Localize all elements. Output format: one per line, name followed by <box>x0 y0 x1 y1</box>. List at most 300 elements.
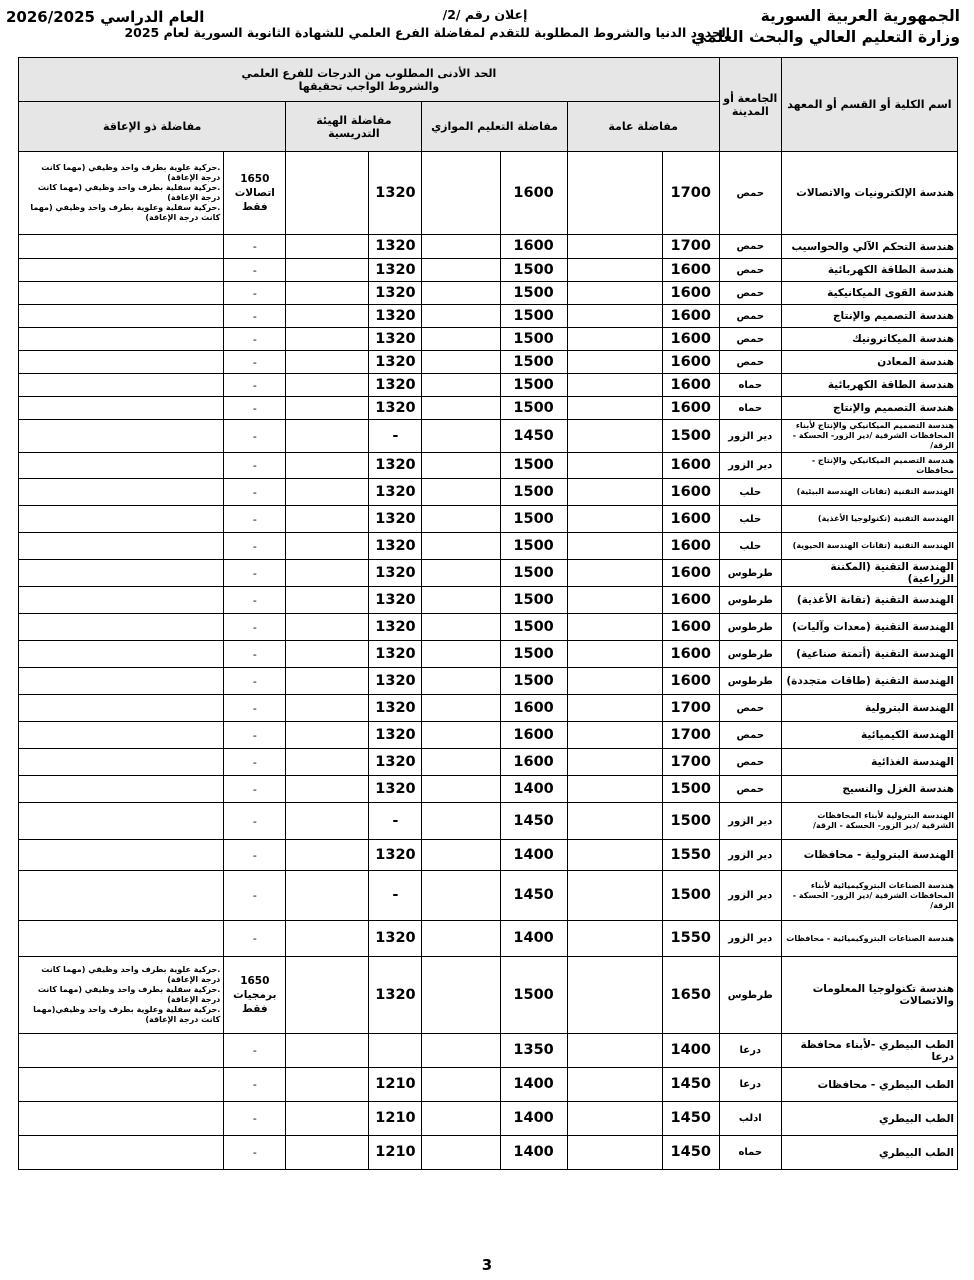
university-city: دير الزور <box>719 420 781 453</box>
general-score: 1550 <box>662 840 719 871</box>
disability-conditions <box>19 803 224 840</box>
table-row <box>19 282 958 305</box>
general-score: 1600 <box>662 668 719 695</box>
disability-condition: .حركية علوية بطرف واحد وظيفي (مهما كانت درجة الإعاقة) <box>41 965 221 984</box>
staff-score: 1320 <box>369 351 422 374</box>
disability-conditions <box>19 1136 224 1170</box>
general-extra <box>567 1102 662 1136</box>
staff-extra <box>286 328 369 351</box>
parallel-extra <box>422 957 500 1034</box>
staff-score: 1320 <box>369 282 422 305</box>
general-extra <box>567 560 662 587</box>
parallel-score: 1500 <box>500 668 567 695</box>
table-row <box>19 803 958 840</box>
disability-score: - <box>224 641 286 668</box>
university-city: طرطوس <box>719 957 781 1034</box>
disability-conditions <box>19 152 224 235</box>
general-score: 1700 <box>662 235 719 259</box>
general-score: 1500 <box>662 420 719 453</box>
university-city: حماه <box>719 374 781 397</box>
disability-score: - <box>224 776 286 803</box>
program-name: الطب البيطري - محافظات <box>781 1068 957 1102</box>
general-extra <box>567 1136 662 1170</box>
general-extra <box>567 351 662 374</box>
general-score: 1600 <box>662 533 719 560</box>
table-row <box>19 506 958 533</box>
staff-extra <box>286 305 369 328</box>
parallel-score: 1500 <box>500 560 567 587</box>
staff-score <box>369 1034 422 1068</box>
republic-name: الجمهورية العربية السورية <box>760 7 960 25</box>
disability-score: - <box>224 668 286 695</box>
disability-score: - <box>224 921 286 957</box>
university-city: حلب <box>719 533 781 560</box>
parallel-score: 1400 <box>500 921 567 957</box>
disability-score: - <box>224 397 286 420</box>
parallel-extra <box>422 453 500 479</box>
staff-extra <box>286 374 369 397</box>
table-row <box>19 420 958 453</box>
general-extra <box>567 374 662 397</box>
page-number: 3 <box>481 1256 493 1274</box>
parallel-score: 1600 <box>500 749 567 776</box>
staff-extra <box>286 453 369 479</box>
staff-score: 1320 <box>369 479 422 506</box>
disability-condition: .حركية علوية بطرف واحد وظيفي (مهما كانت درجة الإعاقة) <box>41 163 221 182</box>
disability-conditions <box>19 1102 224 1136</box>
general-extra <box>567 695 662 722</box>
disability-score-line: اتصالات <box>234 187 275 199</box>
program-name: هندسة الغزل والنسيج <box>781 776 957 803</box>
staff-score: - <box>369 803 422 840</box>
disability-conditions <box>19 668 224 695</box>
staff-extra <box>286 668 369 695</box>
parallel-extra <box>422 282 500 305</box>
program-name: الهندسة الغذائية <box>781 749 957 776</box>
staff-extra <box>286 722 369 749</box>
parallel-score: 1400 <box>500 1136 567 1170</box>
disability-conditions <box>19 420 224 453</box>
disability-score: - <box>224 479 286 506</box>
disability-condition: .حركية سفلية بطرف واحد وظيفي (مهما كانت درجة الإعاقة) <box>37 183 221 202</box>
staff-score: 1320 <box>369 840 422 871</box>
parallel-extra <box>422 328 500 351</box>
table-row <box>19 921 958 957</box>
parallel-extra <box>422 374 500 397</box>
general-score: 1450 <box>662 1136 719 1170</box>
general-extra <box>567 479 662 506</box>
general-extra <box>567 840 662 871</box>
parallel-score: 1400 <box>500 840 567 871</box>
table-row <box>19 533 958 560</box>
university-city: حمص <box>719 152 781 235</box>
staff-score: 1320 <box>369 614 422 641</box>
general-score: 1600 <box>662 560 719 587</box>
disability-score-line: فقط <box>241 1003 268 1015</box>
parallel-extra <box>422 641 500 668</box>
disability-conditions <box>19 722 224 749</box>
parallel-extra <box>422 921 500 957</box>
program-name: الطب البيطري <box>781 1136 957 1170</box>
disability-score: - <box>224 1034 286 1068</box>
disability-condition: .حركية سفلية وعلوية بطرف واحد وظيفي (مهما كانت درجة الإعاقة) <box>30 203 221 222</box>
parallel-score: 1600 <box>500 152 567 235</box>
general-score: 1700 <box>662 722 719 749</box>
parallel-extra <box>422 259 500 282</box>
disability-conditions <box>19 776 224 803</box>
disability-score: - <box>224 282 286 305</box>
disability-conditions <box>19 453 224 479</box>
university-city: حمص <box>719 351 781 374</box>
table-row <box>19 1068 958 1102</box>
parallel-extra <box>422 479 500 506</box>
parallel-score: 1500 <box>500 351 567 374</box>
admission-table <box>18 57 958 1170</box>
parallel-score: 1400 <box>500 1068 567 1102</box>
parallel-extra <box>422 840 500 871</box>
announcement-number: إعلان رقم /2/ <box>442 7 528 22</box>
program-name: هندسة التحكم الآلي والحواسيب <box>781 235 957 259</box>
disability-conditions <box>19 840 224 871</box>
ministry-name: وزارة التعليم العالي والبحث العلمي <box>691 28 960 46</box>
disability-score: - <box>224 1102 286 1136</box>
staff-score: 1320 <box>369 374 422 397</box>
table-row <box>19 152 958 235</box>
disability-conditions <box>19 259 224 282</box>
program-name: الهندسة التقنية (تقانات الهندسة البيئية) <box>781 479 957 506</box>
university-city: حمص <box>719 328 781 351</box>
parallel-score: 1500 <box>500 374 567 397</box>
general-extra <box>567 1034 662 1068</box>
disability-conditions <box>19 641 224 668</box>
staff-score: 1320 <box>369 305 422 328</box>
disability-score: - <box>224 453 286 479</box>
staff-score: - <box>369 420 422 453</box>
disability-score: - <box>224 1068 286 1102</box>
table-row <box>19 351 958 374</box>
program-name: الطب البيطري <box>781 1102 957 1136</box>
parallel-extra <box>422 749 500 776</box>
disability-score: - <box>224 587 286 614</box>
staff-score: 1320 <box>369 641 422 668</box>
disability-conditions <box>19 560 224 587</box>
general-extra <box>567 397 662 420</box>
table-row <box>19 722 958 749</box>
program-name: الهندسة البترولية - محافظات <box>781 840 957 871</box>
parallel-extra <box>422 420 500 453</box>
disability-score: - <box>224 722 286 749</box>
staff-extra <box>286 695 369 722</box>
parallel-score: 1400 <box>500 776 567 803</box>
col-header-group-line1: الحد الأدنى المطلوب من الدرجات للفرع العلمي <box>241 66 497 80</box>
general-extra <box>567 871 662 921</box>
disability-score-line: 1650 <box>240 975 270 987</box>
disability-conditions <box>19 587 224 614</box>
general-extra <box>567 1068 662 1102</box>
disability-conditions <box>19 1068 224 1102</box>
disability-score: - <box>224 695 286 722</box>
general-score: 1600 <box>662 479 719 506</box>
parallel-extra <box>422 776 500 803</box>
university-city: حلب <box>719 479 781 506</box>
disability-score-line: برمجيات <box>233 989 277 1001</box>
staff-extra <box>286 479 369 506</box>
university-city: طرطوس <box>719 668 781 695</box>
disability-condition: .حركية سفلية وعلوية بطرف واحد وظيفي(مهما كانت درجة الإعاقة) <box>33 1005 221 1024</box>
general-extra <box>567 453 662 479</box>
general-extra <box>567 776 662 803</box>
disability-conditions <box>19 957 224 1034</box>
staff-extra <box>286 1136 369 1170</box>
general-extra <box>567 614 662 641</box>
staff-score: 1320 <box>369 152 422 235</box>
program-name: هندسة الميكاترونيك <box>781 328 957 351</box>
program-name: هندسة الصناعات البتروكيميائية لأبناء المحافظات الشرقية /دير الزور- الحسكة - الرقة/ <box>781 871 957 921</box>
staff-score: 1320 <box>369 776 422 803</box>
staff-score: 1320 <box>369 749 422 776</box>
disability-score: - <box>224 420 286 453</box>
disability-score: - <box>224 305 286 328</box>
table-row <box>19 560 958 587</box>
parallel-extra <box>422 560 500 587</box>
staff-extra <box>286 533 369 560</box>
parallel-extra <box>422 305 500 328</box>
disability-score: - <box>224 259 286 282</box>
staff-score: 1320 <box>369 668 422 695</box>
program-name: هندسة القوى الميكانيكية <box>781 282 957 305</box>
disability-conditions <box>19 235 224 259</box>
col-header-name: اسم الكلية أو القسم أو المعهد <box>781 58 957 152</box>
disability-conditions <box>19 1034 224 1068</box>
general-score: 1400 <box>662 1034 719 1068</box>
program-name: هندسة الإلكترونيات والاتصالات <box>781 152 957 235</box>
disability-conditions <box>19 479 224 506</box>
table-row <box>19 871 958 921</box>
university-city: درعا <box>719 1068 781 1102</box>
disability-score: - <box>224 235 286 259</box>
program-name: الهندسة التقنية (تقانات الهندسة الحيوية) <box>781 533 957 560</box>
general-score: 1700 <box>662 152 719 235</box>
parallel-score: 1500 <box>500 614 567 641</box>
general-score: 1600 <box>662 328 719 351</box>
table-row <box>19 479 958 506</box>
staff-extra <box>286 282 369 305</box>
disability-conditions <box>19 533 224 560</box>
disability-score: - <box>224 871 286 921</box>
col-header-group <box>19 58 720 102</box>
staff-extra <box>286 1034 369 1068</box>
general-extra <box>567 282 662 305</box>
disability-score: - <box>224 1136 286 1170</box>
staff-score: 1320 <box>369 453 422 479</box>
table-row <box>19 328 958 351</box>
staff-score: 1320 <box>369 397 422 420</box>
table-row <box>19 749 958 776</box>
staff-extra <box>286 420 369 453</box>
table-row <box>19 374 958 397</box>
staff-score: 1320 <box>369 328 422 351</box>
general-score: 1500 <box>662 776 719 803</box>
table-row <box>19 695 958 722</box>
program-name: الهندسة التقنية (طاقات متجددة) <box>781 668 957 695</box>
col-header-university: الجامعة أو المدينة <box>719 58 781 152</box>
parallel-score: 1500 <box>500 453 567 479</box>
general-extra <box>567 506 662 533</box>
program-name: هندسة التصميم والإنتاج <box>781 397 957 420</box>
disability-conditions <box>19 374 224 397</box>
table-row <box>19 641 958 668</box>
table-row <box>19 397 958 420</box>
parallel-extra <box>422 668 500 695</box>
general-score: 1600 <box>662 305 719 328</box>
table-row <box>19 587 958 614</box>
table-row <box>19 305 958 328</box>
general-score: 1500 <box>662 803 719 840</box>
general-extra <box>567 305 662 328</box>
col-header-staff: مفاضلة الهيئة التدريسية <box>286 102 422 152</box>
disability-conditions <box>19 282 224 305</box>
disability-score: - <box>224 328 286 351</box>
general-score: 1600 <box>662 351 719 374</box>
ministry-header <box>691 6 960 48</box>
program-name: هندسة الصناعات البتروكيميائية - محافظات <box>781 921 957 957</box>
university-city: طرطوس <box>719 587 781 614</box>
university-city: طرطوس <box>719 614 781 641</box>
parallel-extra <box>422 722 500 749</box>
program-name: هندسة الطاقة الكهربائية <box>781 374 957 397</box>
parallel-extra <box>422 152 500 235</box>
staff-extra <box>286 259 369 282</box>
general-score: 1650 <box>662 957 719 1034</box>
parallel-score: 1500 <box>500 305 567 328</box>
staff-extra <box>286 840 369 871</box>
university-city: طرطوس <box>719 560 781 587</box>
staff-extra <box>286 152 369 235</box>
program-name: هندسة الطاقة الكهربائية <box>781 259 957 282</box>
col-header-parallel: مفاضلة التعليم الموازي <box>422 102 567 152</box>
disability-conditions <box>19 695 224 722</box>
parallel-score: 1500 <box>500 533 567 560</box>
parallel-score: 1500 <box>500 479 567 506</box>
general-extra <box>567 668 662 695</box>
disability-conditions <box>19 614 224 641</box>
col-header-disability: مفاضلة ذو الإعاقة <box>19 102 286 152</box>
announcement-title: الحدود الدنيا والشروط المطلوبة للتقدم لمفاضلة الفرع العلمي للشهادة الثانوية السورية لعام 2025 <box>124 25 730 40</box>
staff-extra <box>286 235 369 259</box>
general-score: 1450 <box>662 1102 719 1136</box>
parallel-score: 1500 <box>500 506 567 533</box>
staff-extra <box>286 1102 369 1136</box>
parallel-score: 1500 <box>500 259 567 282</box>
university-city: درعا <box>719 1034 781 1068</box>
disability-score <box>224 152 286 235</box>
general-extra <box>567 152 662 235</box>
parallel-score: 1500 <box>500 587 567 614</box>
parallel-score: 1500 <box>500 397 567 420</box>
staff-extra <box>286 397 369 420</box>
parallel-extra <box>422 397 500 420</box>
disability-conditions <box>19 871 224 921</box>
program-name: الطب البيطري -لأبناء محافظة درعا <box>781 1034 957 1068</box>
staff-extra <box>286 1068 369 1102</box>
program-name: الهندسة التقنية (المكننة الزراعية) <box>781 560 957 587</box>
table-row <box>19 259 958 282</box>
staff-score: 1210 <box>369 1136 422 1170</box>
disability-conditions <box>19 305 224 328</box>
disability-conditions <box>19 506 224 533</box>
parallel-extra <box>422 1136 500 1170</box>
staff-score: 1320 <box>369 957 422 1034</box>
university-city: حمص <box>719 305 781 328</box>
staff-score: 1320 <box>369 235 422 259</box>
disability-score <box>224 957 286 1034</box>
university-city: حمص <box>719 695 781 722</box>
table-row <box>19 668 958 695</box>
program-name: هندسة التصميم الميكانيكي والإنتاج لأبناء المحافظات الشرقية /دير الزور- الحسكة - الرقة/ <box>781 420 957 453</box>
table-row <box>19 1034 958 1068</box>
disability-conditions <box>19 351 224 374</box>
disability-score: - <box>224 840 286 871</box>
program-name: هندسة التصميم والإنتاج <box>781 305 957 328</box>
disability-score: - <box>224 533 286 560</box>
parallel-score: 1450 <box>500 420 567 453</box>
staff-score: 1320 <box>369 722 422 749</box>
parallel-score: 1500 <box>500 328 567 351</box>
general-score: 1600 <box>662 397 719 420</box>
parallel-extra <box>422 235 500 259</box>
general-score: 1500 <box>662 871 719 921</box>
general-score: 1600 <box>662 587 719 614</box>
staff-extra <box>286 351 369 374</box>
announcement-header <box>124 6 730 42</box>
general-score: 1600 <box>662 453 719 479</box>
parallel-score: 1500 <box>500 641 567 668</box>
university-city: حمص <box>719 722 781 749</box>
university-city: دير الزور <box>719 840 781 871</box>
university-city: طرطوس <box>719 641 781 668</box>
parallel-score: 1500 <box>500 282 567 305</box>
program-name: هندسة التصميم الميكانيكي والإنتاج - محافظات <box>781 453 957 479</box>
staff-extra <box>286 614 369 641</box>
university-city: حمص <box>719 776 781 803</box>
table-row <box>19 453 958 479</box>
table-row <box>19 957 958 1034</box>
parallel-score: 1500 <box>500 957 567 1034</box>
general-score: 1600 <box>662 374 719 397</box>
col-header-general: مفاضلة عامة <box>567 102 719 152</box>
program-name: هندسة المعادن <box>781 351 957 374</box>
general-extra <box>567 722 662 749</box>
university-city: حمص <box>719 749 781 776</box>
general-score: 1450 <box>662 1068 719 1102</box>
parallel-extra <box>422 351 500 374</box>
staff-extra <box>286 776 369 803</box>
general-extra <box>567 533 662 560</box>
program-name: الهندسة التقنية (معدات وآليات) <box>781 614 957 641</box>
staff-extra <box>286 871 369 921</box>
university-city: دير الزور <box>719 871 781 921</box>
parallel-extra <box>422 587 500 614</box>
disability-score: - <box>224 560 286 587</box>
disability-condition: .حركية سفلية بطرف واحد وظيفي (مهما كانت درجة الإعاقة) <box>37 985 221 1004</box>
staff-score: 1320 <box>369 921 422 957</box>
parallel-score: 1350 <box>500 1034 567 1068</box>
program-name: الهندسة البترولية لأبناء المحافظات الشرقية /دير الزور- الحسكة - الرقة/ <box>781 803 957 840</box>
disability-conditions <box>19 328 224 351</box>
parallel-extra <box>422 506 500 533</box>
general-extra <box>567 259 662 282</box>
general-score: 1600 <box>662 259 719 282</box>
